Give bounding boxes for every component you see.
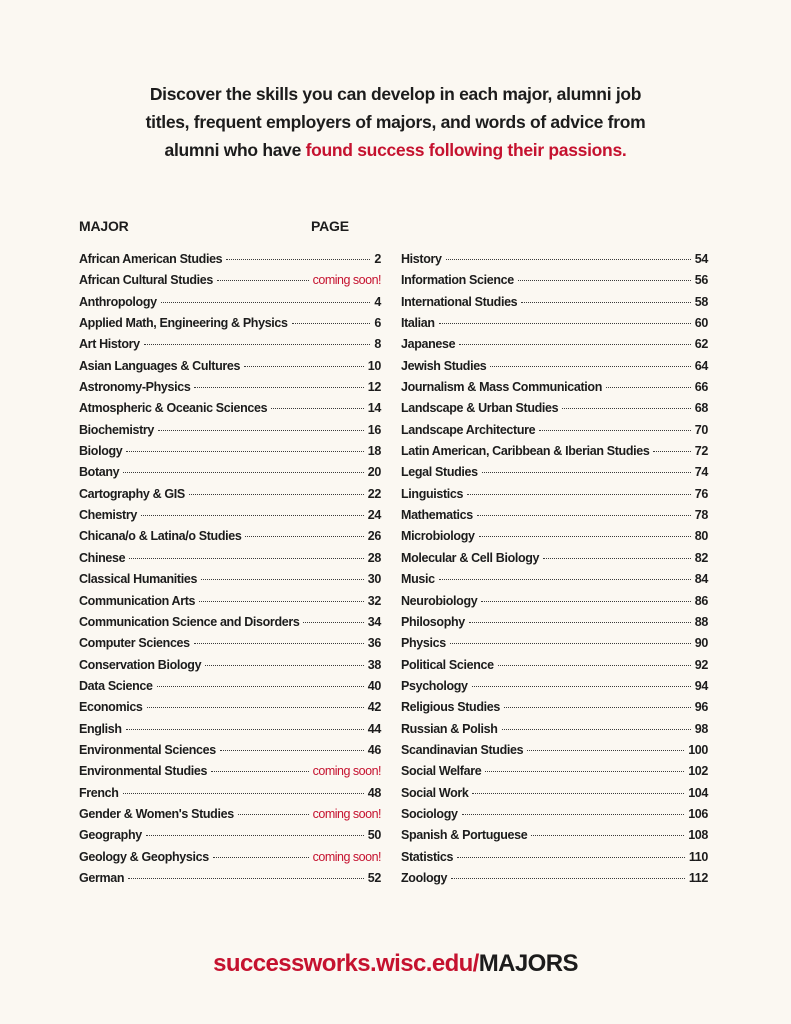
page-number: 52 — [367, 870, 381, 885]
page-number: 26 — [367, 529, 381, 544]
toc-row — [79, 615, 381, 636]
page-number: 66 — [694, 380, 708, 395]
page-number: 28 — [367, 550, 381, 565]
dot-leader — [562, 408, 691, 409]
toc-row — [79, 465, 381, 486]
dot-leader — [123, 793, 364, 794]
major-name: Jewish Studies — [401, 358, 487, 373]
toc-row — [401, 529, 708, 550]
page-number: 18 — [367, 444, 381, 459]
footer-url[interactable]: successworks.wisc.edu/ — [213, 950, 479, 977]
dot-leader — [543, 558, 691, 559]
toc-row — [79, 700, 381, 721]
major-name: Chemistry — [79, 508, 137, 523]
intro-line-2: titles, frequent employers of majors, and words of advice from — [145, 112, 646, 132]
major-name: Physics — [401, 636, 446, 651]
major-name: English — [79, 721, 122, 736]
page-number: 76 — [694, 486, 708, 501]
major-name: Statistics — [401, 849, 454, 864]
major-name: African American Studies — [79, 252, 223, 266]
page-number: 4 — [374, 294, 381, 309]
page-number: coming soon! — [312, 806, 381, 821]
page-number: 42 — [367, 700, 381, 715]
dot-leader — [144, 344, 371, 345]
page-number: 70 — [694, 422, 708, 437]
dot-leader — [126, 729, 364, 730]
major-name: Anthropology — [79, 294, 157, 309]
major-name: Conservation Biology — [79, 657, 202, 672]
major-name: History — [401, 252, 442, 266]
toc-row — [401, 636, 708, 657]
toc-row — [79, 380, 381, 401]
intro-text — [0, 80, 791, 164]
toc-row — [401, 465, 708, 486]
major-name: Journalism & Mass Communication — [401, 380, 602, 395]
footer-link[interactable] — [0, 950, 791, 978]
page-number: 72 — [694, 444, 708, 459]
major-name: Atmospheric & Oceanic Sciences — [79, 401, 268, 416]
dot-leader — [479, 536, 691, 537]
major-name: Communication Arts — [79, 593, 196, 608]
major-name: Geology & Geophysics — [79, 849, 209, 864]
page-number: 14 — [367, 401, 381, 416]
major-name: Linguistics — [401, 486, 464, 501]
dot-leader — [472, 793, 684, 794]
major-name: Social Work — [401, 785, 469, 800]
page-number: 6 — [374, 316, 381, 331]
page-number: 38 — [367, 657, 381, 672]
toc-row — [401, 295, 708, 316]
toc-row — [79, 764, 381, 785]
major-name: Social Welfare — [401, 764, 482, 779]
major-name: Religious Studies — [401, 700, 500, 715]
dot-leader — [472, 686, 691, 687]
page-number: 50 — [367, 828, 381, 843]
major-name: Mathematics — [401, 508, 473, 523]
dot-leader — [439, 323, 691, 324]
major-name: Music — [401, 572, 435, 587]
toc-row — [401, 679, 708, 700]
major-name: Chicana/o & Latina/o Studies — [79, 529, 242, 544]
dot-leader — [446, 259, 691, 260]
page-number: 68 — [694, 401, 708, 416]
toc-row — [401, 337, 708, 358]
major-name: Microbiology — [401, 529, 475, 544]
major-name: Astronomy-Physics — [79, 380, 191, 395]
page-number: 100 — [688, 742, 708, 757]
page-column-header: PAGE — [311, 218, 349, 234]
dot-leader — [128, 878, 364, 879]
page-number: 48 — [367, 785, 381, 800]
major-name: Data Science — [79, 678, 153, 693]
dot-leader — [205, 665, 364, 666]
major-name: International Studies — [401, 294, 518, 309]
page-number: 32 — [367, 593, 381, 608]
page-number: 80 — [694, 529, 708, 544]
major-name: Landscape Architecture — [401, 422, 536, 437]
toc-row — [401, 444, 708, 465]
dot-leader — [194, 643, 364, 644]
toc-row — [401, 807, 708, 828]
dot-leader — [238, 814, 309, 815]
major-name: Russian & Polish — [401, 721, 498, 736]
page-number: 64 — [694, 358, 708, 373]
toc-row — [79, 444, 381, 465]
page-number: 104 — [688, 785, 708, 800]
dot-leader — [271, 408, 364, 409]
major-name: Gender & Women's Studies — [79, 806, 234, 821]
toc-row — [79, 679, 381, 700]
major-name: Asian Languages & Cultures — [79, 358, 241, 373]
major-name: Legal Studies — [401, 465, 478, 480]
major-name: Italian — [401, 316, 435, 331]
major-name: Art History — [79, 337, 140, 352]
toc-row — [401, 359, 708, 380]
dot-leader — [158, 430, 364, 431]
toc-row — [79, 529, 381, 550]
toc-row — [401, 700, 708, 721]
toc-row — [79, 273, 381, 294]
major-name: Cartography & GIS — [79, 486, 185, 501]
dot-leader — [146, 835, 364, 836]
major-name: Geography — [79, 828, 142, 843]
toc-row — [401, 252, 708, 273]
page-number: 10 — [367, 358, 381, 373]
major-name: Biochemistry — [79, 422, 154, 437]
dot-leader — [126, 451, 363, 452]
page-number: 8 — [374, 337, 381, 352]
dot-leader — [123, 472, 364, 473]
majors-list-right — [401, 252, 708, 892]
page-number: 102 — [688, 764, 708, 779]
intro-line-1: Discover the skills you can develop in each major, alumni job — [149, 84, 642, 104]
toc-row — [401, 658, 708, 679]
major-name: Botany — [79, 465, 120, 480]
page-number: 54 — [694, 252, 708, 266]
dot-leader — [469, 622, 691, 623]
page-number: coming soon! — [312, 849, 381, 864]
major-name: Environmental Sciences — [79, 742, 216, 757]
major-name: Classical Humanities — [79, 572, 198, 587]
page-number: 30 — [367, 572, 381, 587]
page-number: 58 — [694, 294, 708, 309]
page-number: 110 — [688, 849, 708, 864]
toc-row — [79, 850, 381, 871]
page-number: 56 — [694, 273, 708, 288]
intro-line-3-accent: found success following their passions. — [305, 140, 627, 160]
toc-row — [79, 487, 381, 508]
toc-row — [79, 359, 381, 380]
dot-leader — [161, 302, 371, 303]
dot-leader — [459, 344, 691, 345]
page-number: 34 — [367, 614, 381, 629]
dot-leader — [481, 601, 690, 602]
dot-leader — [244, 366, 364, 367]
page-number: 20 — [367, 465, 381, 480]
major-name: Latin American, Caribbean & Iberian Studies — [401, 444, 650, 459]
intro-line-3-plain: alumni who have — [164, 140, 306, 160]
major-name: Zoology — [401, 870, 448, 885]
toc-row — [401, 828, 708, 849]
page-number: 106 — [688, 806, 708, 821]
toc-row — [401, 786, 708, 807]
toc-row — [79, 828, 381, 849]
dot-leader — [451, 878, 685, 879]
dot-leader — [220, 750, 364, 751]
page-number: 74 — [694, 465, 708, 480]
toc-row — [79, 871, 381, 892]
dot-leader — [457, 857, 685, 858]
major-name: Neurobiology — [401, 593, 478, 608]
major-name: Psychology — [401, 678, 468, 693]
page-number: 88 — [694, 614, 708, 629]
major-name: Political Science — [401, 657, 494, 672]
dot-leader — [482, 472, 691, 473]
toc-row — [401, 380, 708, 401]
dot-leader — [147, 707, 364, 708]
toc-row — [401, 401, 708, 422]
toc-row — [79, 401, 381, 422]
toc-row — [401, 273, 708, 294]
dot-leader — [201, 579, 364, 580]
page-number: 78 — [694, 508, 708, 523]
page-number: 96 — [694, 700, 708, 715]
toc-row — [79, 807, 381, 828]
toc-row — [79, 572, 381, 593]
dot-leader — [245, 536, 363, 537]
toc-row — [401, 850, 708, 871]
major-name: Biology — [79, 444, 123, 459]
page-number: 98 — [694, 721, 708, 736]
major-name: German — [79, 870, 125, 885]
dot-leader — [653, 451, 690, 452]
dot-leader — [527, 750, 684, 751]
toc-row — [401, 487, 708, 508]
toc-row — [401, 722, 708, 743]
major-name: Molecular & Cell Biology — [401, 550, 540, 565]
dot-leader — [129, 558, 364, 559]
page-number: 90 — [694, 636, 708, 651]
dot-leader — [502, 729, 691, 730]
major-name: Japanese — [401, 337, 456, 352]
dot-leader — [485, 771, 684, 772]
page-number: 108 — [688, 828, 708, 843]
page-number: 12 — [367, 380, 381, 395]
toc-row — [79, 743, 381, 764]
toc-row — [79, 594, 381, 615]
major-name: Landscape & Urban Studies — [401, 401, 559, 416]
toc-row — [401, 316, 708, 337]
toc-row — [79, 551, 381, 572]
dot-leader — [226, 259, 370, 260]
major-column-header: MAJOR — [79, 218, 129, 234]
page-number: 36 — [367, 636, 381, 651]
intro-line-3 — [0, 136, 791, 164]
major-name: Economics — [79, 700, 143, 715]
page-number: 44 — [367, 721, 381, 736]
toc-row — [79, 295, 381, 316]
dot-leader — [141, 515, 364, 516]
major-name: Chinese — [79, 550, 126, 565]
toc-row — [79, 423, 381, 444]
major-name: Environmental Studies — [79, 764, 208, 779]
dot-leader — [462, 814, 685, 815]
toc-row — [79, 636, 381, 657]
toc-row — [79, 252, 381, 273]
major-name: Communication Science and Disorders — [79, 614, 300, 629]
dot-leader — [531, 835, 684, 836]
majors-list-left — [79, 252, 381, 892]
toc-row — [401, 423, 708, 444]
toc-row — [401, 743, 708, 764]
dot-leader — [490, 366, 690, 367]
page-number: 60 — [694, 316, 708, 331]
toc-row — [79, 337, 381, 358]
toc-row — [401, 871, 708, 892]
page-number: 112 — [688, 870, 708, 885]
toc-row — [401, 551, 708, 572]
dot-leader — [498, 665, 691, 666]
major-name: Information Science — [401, 273, 514, 288]
dot-leader — [217, 280, 309, 281]
page-number: 22 — [367, 486, 381, 501]
major-name: French — [79, 785, 119, 800]
dot-leader — [303, 622, 363, 623]
toc-row — [79, 316, 381, 337]
major-name: Scandinavian Studies — [401, 742, 524, 757]
dot-leader — [157, 686, 364, 687]
toc-row — [401, 615, 708, 636]
dot-leader — [439, 579, 691, 580]
page-number: 24 — [367, 508, 381, 523]
toc-row — [79, 722, 381, 743]
dot-leader — [189, 494, 364, 495]
dot-leader — [213, 857, 309, 858]
dot-leader — [450, 643, 691, 644]
major-name: Computer Sciences — [79, 636, 190, 651]
toc-row — [79, 786, 381, 807]
dot-leader — [606, 387, 691, 388]
page-number: 84 — [694, 572, 708, 587]
page-number: 40 — [367, 678, 381, 693]
major-name: Applied Math, Engineering & Physics — [79, 316, 288, 331]
major-name: African Cultural Studies — [79, 273, 213, 288]
major-name: Spanish & Portuguese — [401, 828, 528, 843]
page-number: 2 — [374, 252, 381, 266]
dot-leader — [518, 280, 691, 281]
page-number: 94 — [694, 678, 708, 693]
page-number: 16 — [367, 422, 381, 437]
page-number: 82 — [694, 550, 708, 565]
toc-row — [401, 508, 708, 529]
dot-leader — [539, 430, 691, 431]
toc-row — [401, 764, 708, 785]
major-name: Sociology — [401, 806, 458, 821]
toc-row — [401, 594, 708, 615]
major-name: Philosophy — [401, 614, 465, 629]
dot-leader — [199, 601, 364, 602]
dot-leader — [521, 302, 691, 303]
dot-leader — [467, 494, 691, 495]
dot-leader — [292, 323, 371, 324]
page-number: 46 — [367, 742, 381, 757]
page-number: 62 — [694, 337, 708, 352]
page-number: coming soon! — [312, 764, 381, 779]
page-number: 92 — [694, 657, 708, 672]
dot-leader — [504, 707, 691, 708]
dot-leader — [477, 515, 691, 516]
dot-leader — [194, 387, 363, 388]
dot-leader — [211, 771, 309, 772]
toc-row — [79, 508, 381, 529]
page-number: 86 — [694, 593, 708, 608]
footer-path[interactable]: MAJORS — [478, 950, 578, 977]
toc-row — [79, 658, 381, 679]
page-number: coming soon! — [312, 273, 381, 288]
toc-row — [401, 572, 708, 593]
